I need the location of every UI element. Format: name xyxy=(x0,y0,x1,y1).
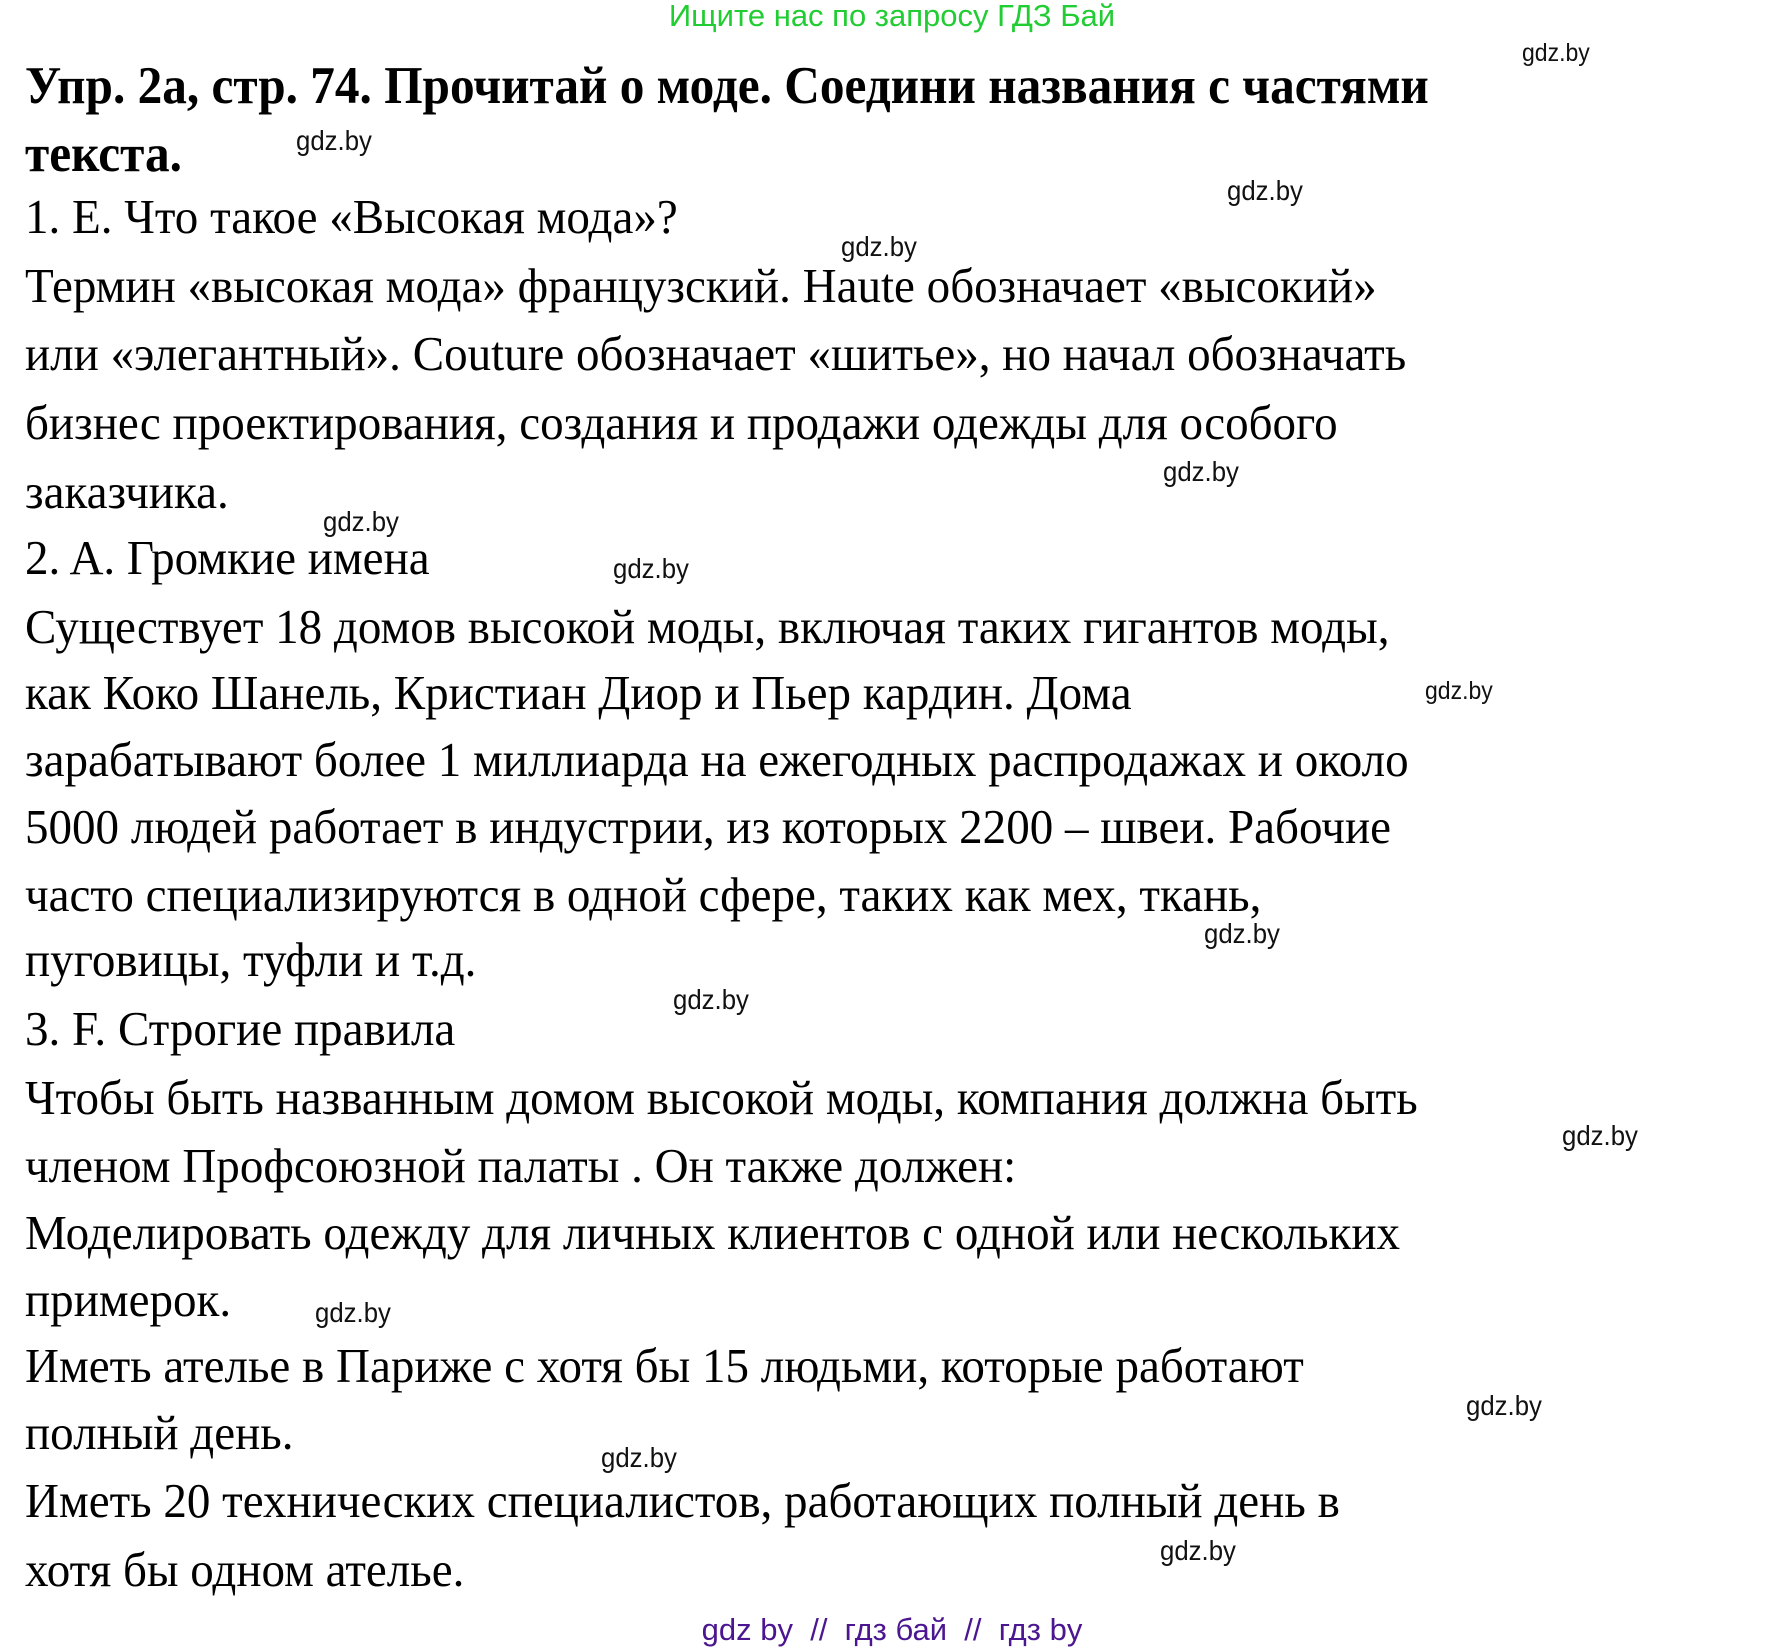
watermark: gdz.by xyxy=(1227,175,1303,206)
section-3-line: полный день. xyxy=(25,1405,294,1460)
section-2-line: пуговицы, туфли и т.д. xyxy=(25,932,477,987)
watermark: gdz.by xyxy=(601,1442,677,1473)
section-3-line: хотя бы одном ателье. xyxy=(25,1542,465,1597)
section-2-line: часто специализируются в одной сфере, таких как мех, ткань, xyxy=(25,867,1262,922)
section-3-line: членом Профсоюзной палаты . Он также должен: xyxy=(25,1138,1017,1193)
watermark: gdz.by xyxy=(1163,456,1239,487)
watermark: gdz.by xyxy=(1204,918,1280,949)
section-1-line: заказчика. xyxy=(25,464,229,519)
section-1-line: или «элегантный». Couture обозначает «шитье», но начал обозначать xyxy=(25,326,1407,381)
section-1-line: бизнес проектирования, создания и продажи одежды для особого xyxy=(25,395,1338,450)
watermark: gdz.by xyxy=(1160,1535,1236,1566)
watermark: gdz.by xyxy=(1522,39,1590,67)
section-3-heading: 3. F. Строгие правила xyxy=(25,1001,456,1056)
section-2-heading: 2. A. Громкие имена xyxy=(25,530,430,585)
search-banner: Ищите нас по запросу ГДЗ Бай xyxy=(668,0,1116,33)
section-3-line: Иметь 20 технических специалистов, работающих полный день в xyxy=(25,1473,1340,1528)
section-2-line: зарабатывают более 1 миллиарда на ежегодных распродажах и около xyxy=(25,732,1409,787)
watermark: gdz.by xyxy=(1562,1120,1638,1151)
section-2-line: 5000 людей работает в индустрии, из которых 2200 – швеи. Рабочие xyxy=(25,799,1392,854)
watermark: gdz.by xyxy=(323,506,399,537)
exercise-title-line-2: текста. xyxy=(25,125,182,183)
watermark: gdz.by xyxy=(613,553,689,584)
exercise-title-line-1: Упр. 2а, стр. 74. Прочитай о моде. Соедини названия с частями xyxy=(25,57,1429,115)
section-2-line: Существует 18 домов высокой моды, включая таких гигантов моды, xyxy=(25,599,1390,654)
footer-watermark: gdz by // гдз бай // гдз by xyxy=(701,1612,1083,1647)
section-2-line: как Коко Шанель, Кристиан Диор и Пьер кардин. Дома xyxy=(25,665,1132,720)
watermark: gdz.by xyxy=(1466,1390,1542,1421)
watermark: gdz.by xyxy=(315,1297,391,1328)
watermark: gdz.by xyxy=(296,125,372,156)
watermark: gdz.by xyxy=(841,231,917,262)
watermark: gdz.by xyxy=(673,984,749,1015)
watermark: gdz.by xyxy=(1425,677,1493,705)
section-3-line: Чтобы быть названным домом высокой моды, компания должна быть xyxy=(25,1070,1418,1125)
section-1-line: Термин «высокая мода» французский. Haute обозначает «высокий» xyxy=(25,258,1377,313)
section-3-line: Иметь ателье в Париже с хотя бы 15 людьми, которые работают xyxy=(25,1338,1304,1393)
section-3-line: Моделировать одежду для личных клиентов с одной или нескольких xyxy=(25,1205,1401,1260)
section-1-heading: 1. E. Что такое «Высокая мода»? xyxy=(25,189,678,244)
section-3-line: примерок. xyxy=(25,1272,232,1327)
